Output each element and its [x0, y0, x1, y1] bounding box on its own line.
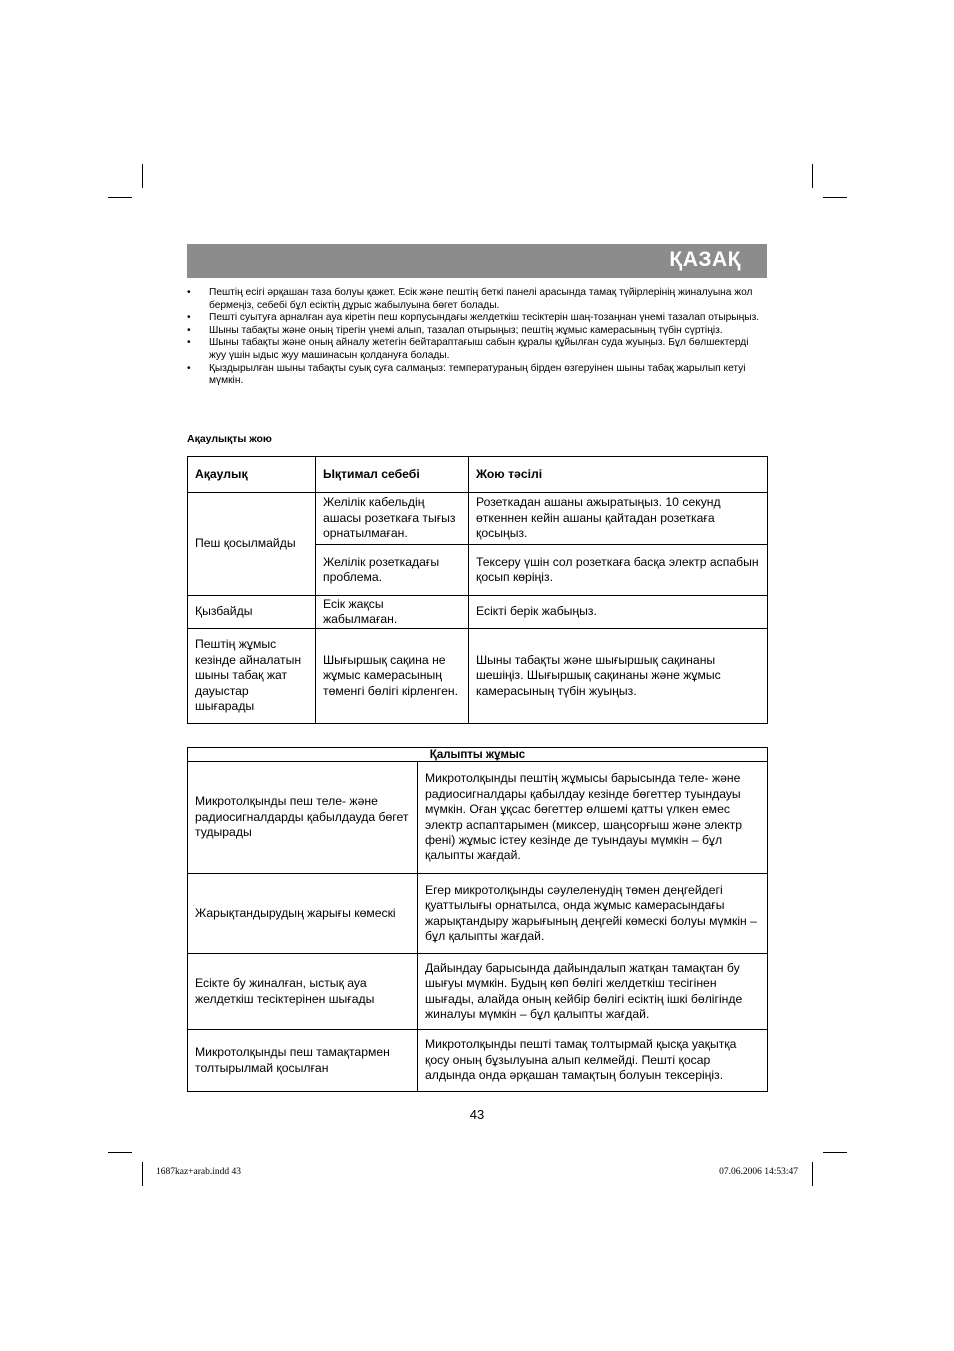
table-header-row [188, 457, 768, 493]
troubleshooting-title: Ақаулықты жою [187, 433, 272, 445]
table-row [188, 596, 768, 629]
table-caption-row [188, 748, 768, 762]
explanation-cell: Дайындау барысында дайындалып жатқан тамақтан бу шығуы мүмкін. Будың көп бөлігі желдеткіш тесігінен шығады, алайда оның кейбір бөлігі есіктің ішкі бөлігінде жиналуы мүмкін – бұл қалыпты жағдай. [418, 954, 768, 1030]
banner-title: ҚАЗАҚ [669, 248, 741, 271]
bullet-mark: • [187, 287, 191, 298]
column-header: Жою тәсілі [469, 457, 768, 493]
list-item-text: Шыны табақты және оның тірегін үнемі алып, тазалап отырыңыз; пештің жұмыс камерасының түбін сүртіңіз. [209, 324, 723, 336]
phenomenon-cell: Микротолқынды пеш теле- және радиосигналдарды қабылдауда бөгет тудырады [188, 762, 418, 874]
crop-mark [142, 164, 143, 188]
language-banner [187, 244, 767, 278]
normal-operation-table [187, 747, 768, 1092]
table-row [188, 1030, 768, 1092]
remedy-cell: Розеткадан ашаны ажыратыңыз. 10 секунд өткеннен кейін ашаны қайтадан розеткаға қосыңыз. [469, 493, 768, 545]
cause-cell: Желілік кабельдің ашасы розеткаға тығыз орнатылмаған. [316, 493, 469, 545]
table-row [188, 874, 768, 954]
explanation-cell: Микротолқынды пештің жұмысы барысында теле- және радиосигналдары қабылдау кезінде бөгеттер туындауы мүмкін. Оған ұқсас бөгеттер өлшемі қатты үлкен емес электр аспаптарымен (миксер, шаңсорғыш және электр фені) жұмыс істеу кезінде де туындауы мүмкін – бұл қалыпты жағдай. [418, 762, 768, 874]
table-row [188, 762, 768, 874]
date-info: 07.06.2006 14:53:47 [719, 1167, 798, 1177]
list-item [187, 337, 767, 362]
table-row [188, 493, 768, 545]
list-item-text: Шыны табақты және оның айналу жетегін бейтараптағыш сабын құралы құйылған суда жуыңыз. Бұл бөлшектерді жуу үшін ыдыс жуу машинасын қолдануға болады. [209, 337, 749, 361]
explanation-cell: Микротолқынды пешті тамақ толтырмай қысқа уақытқа қосу оның бұзылуына алып келмейді. Пешті қосар алдында онда әрқашан тамақтың болуын тексеріңіз. [418, 1030, 768, 1092]
column-header: Ақаулық [188, 457, 316, 493]
file-info: 1687kaz+arab.indd 43 [156, 1167, 242, 1177]
crop-mark [108, 197, 132, 198]
bullet-mark: • [187, 312, 191, 324]
table-row [188, 629, 768, 724]
remedy-cell: Есікті берік жабыңыз. [469, 596, 768, 629]
list-item [187, 287, 767, 312]
list-item [187, 363, 767, 388]
phenomenon-cell: Жарықтандырудың жарығы көмескі [188, 874, 418, 954]
bullet-mark: • [187, 362, 191, 374]
phenomenon-cell: Микротолқынды пеш тамақтармен толтырылмай қосылған [188, 1030, 418, 1092]
list-item [187, 325, 767, 338]
phenomenon-cell: Есікте бу жиналған, ыстық ауа желдеткіш тесіктерінен шығады [188, 954, 418, 1030]
crop-mark [812, 164, 813, 188]
remedy-cell: Шыны табақты және шығыршық сақинаны шешіңіз. Шығыршық сақинаны және жұмыс камерасының түбін жуыңыз. [469, 629, 768, 724]
problem-cell: Қызбайды [188, 596, 316, 629]
list-item-text: Пештің есігі әрқашан таза болуы қажет. Есік және пештің беткі панелі арасында тамақ түйірлерінің жиналуына жол бермеңіз, себебі бұл есіктің дұрыс жабылуына бөгет болады. [209, 287, 753, 311]
crop-mark [142, 1162, 143, 1186]
list-item [187, 312, 767, 325]
cause-cell: Желілік розеткадағы проблема. [316, 545, 469, 596]
explanation-cell: Егер микротолқынды сәулеленудің төмен деңгейдегі қуаттылығы орнатылса, онда жұмыс камерасындағы жарықтандыру жарығының деңгейі көмескі болуы мүмкін – бұл қалыпты жағдай. [418, 874, 768, 954]
cause-cell: Шығыршық сақина не жұмыс камерасының төменгі бөлігі кірленген. [316, 629, 469, 724]
remedy-cell: Тексеру үшін сол розеткаға басқа электр аспабын қосып көріңіз. [469, 545, 768, 596]
bullet-mark: • [187, 337, 191, 349]
list-item-text: Қыздырылған шыны табақты суық суға салмаңыз: температураның бірден өзгеруінен шыны табақ жарылып кетуі мүмкін. [209, 362, 746, 387]
crop-mark [823, 197, 847, 198]
crop-mark [812, 1162, 813, 1186]
column-header: Ықтимал себебі [316, 457, 469, 493]
normal-operation-title: Қалыпты жұмыс [188, 748, 768, 762]
list-item-text: Пешті суытуға арналған ауа кіретін пеш корпусындағы желдеткіш тесіктерін шаң-тозаңнан үнемі тазалап отырыңыз. [209, 312, 760, 324]
problem-cell: Пеш қосылмайды [188, 493, 316, 596]
troubleshooting-table [187, 456, 768, 724]
problem-cell: Пештің жұмыс кезінде айналатын шыны табақ жат дауыстар шығарады [188, 629, 316, 724]
page-number: 43 [469, 1107, 485, 1122]
table-row [188, 954, 768, 1030]
crop-mark [108, 1152, 132, 1153]
bullet-mark: • [187, 324, 191, 336]
maintenance-list [187, 287, 767, 388]
crop-mark [823, 1152, 847, 1153]
cause-cell: Есік жақсы жабылмаған. [316, 596, 469, 629]
